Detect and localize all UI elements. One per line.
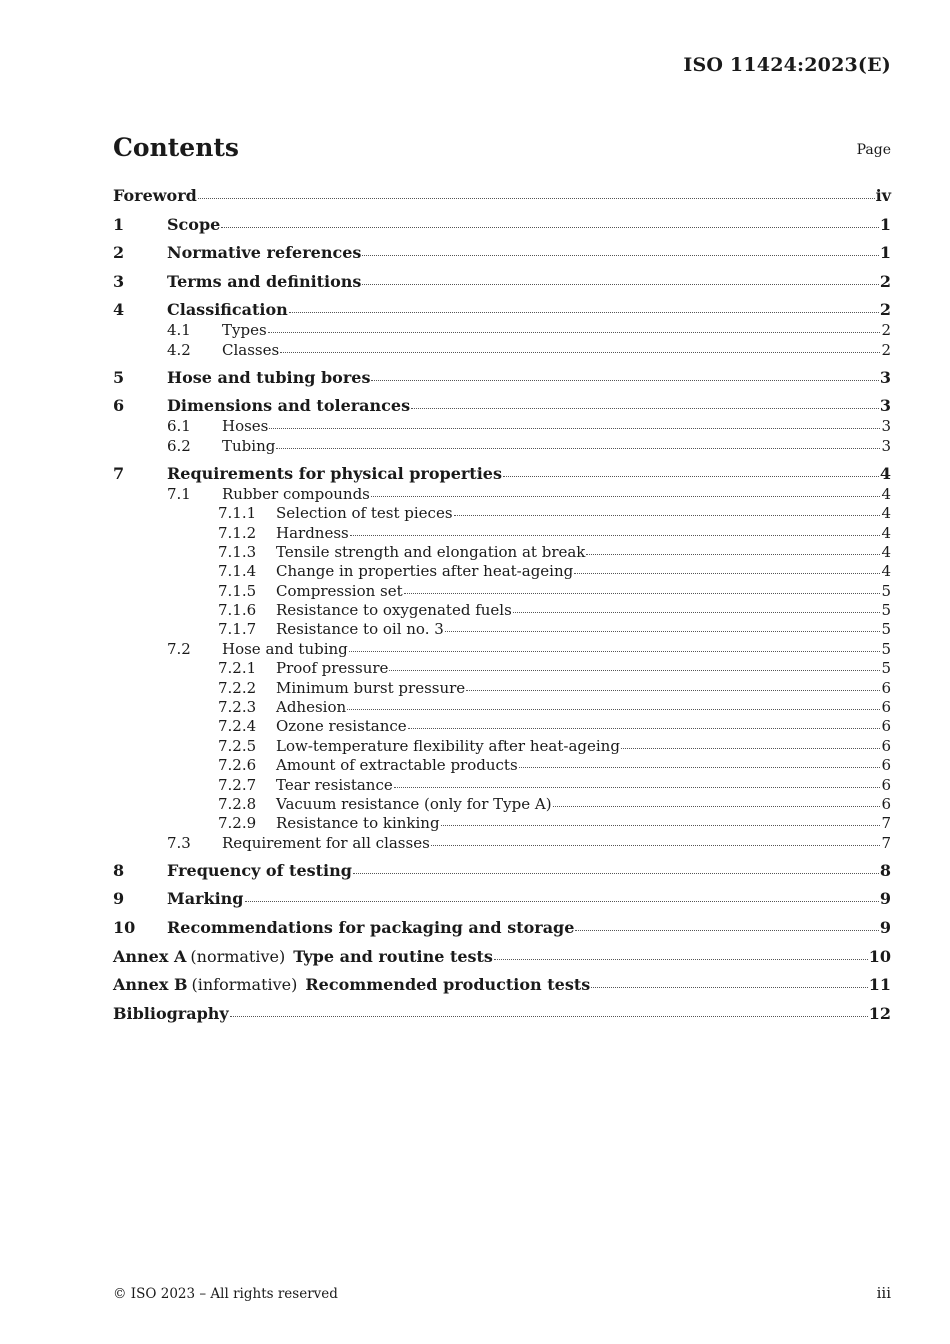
toc-entry-title: Rubber compounds bbox=[222, 484, 370, 503]
dot-leader bbox=[230, 1015, 868, 1017]
toc-entry-page: 4 bbox=[881, 504, 891, 523]
toc-entry-page: 8 bbox=[879, 860, 891, 880]
toc-entry[interactable] bbox=[113, 298, 891, 321]
page-column-label: Page bbox=[856, 142, 891, 158]
toc-entry-title: Tubing bbox=[222, 436, 276, 455]
toc-entry[interactable] bbox=[113, 437, 891, 456]
toc-entry-title: Types bbox=[222, 321, 267, 340]
toc-entry[interactable] bbox=[113, 543, 891, 562]
toc-entry-number: 9 bbox=[113, 889, 125, 909]
dot-leader bbox=[289, 311, 879, 313]
toc-entry-number: 2 bbox=[113, 243, 125, 263]
toc-entry-number: 7.2.3 bbox=[218, 698, 257, 717]
toc-entry-page: 5 bbox=[881, 581, 891, 600]
toc-entry-page: 9 bbox=[879, 889, 891, 909]
toc-entry[interactable] bbox=[113, 582, 891, 601]
toc-entry-page: 2 bbox=[881, 321, 891, 340]
toc-entry[interactable] bbox=[113, 321, 891, 340]
toc-entry[interactable] bbox=[113, 1002, 891, 1025]
toc-entry-page: 7 bbox=[881, 814, 891, 833]
toc-entry-page: 4 bbox=[881, 523, 891, 542]
toc-entry[interactable] bbox=[113, 640, 891, 659]
dot-leader bbox=[353, 872, 879, 874]
toc-entry-page: 1 bbox=[879, 243, 891, 263]
toc-entry-number: 7.1.1 bbox=[218, 504, 257, 523]
toc-entry-page: 2 bbox=[879, 300, 891, 320]
toc-entry[interactable] bbox=[113, 394, 891, 417]
toc-entry-page: 5 bbox=[881, 620, 891, 639]
toc-entry-number: 8 bbox=[113, 860, 125, 880]
toc-entry-number: 7.2.6 bbox=[218, 756, 257, 775]
toc-entry-page: 1 bbox=[879, 214, 891, 234]
toc-entry-page: 11 bbox=[868, 975, 891, 995]
toc-entry[interactable] bbox=[113, 859, 891, 882]
toc-entry[interactable] bbox=[113, 834, 891, 853]
dot-leader bbox=[371, 379, 878, 381]
toc-entry-page: 6 bbox=[881, 717, 891, 736]
toc-entry-page: 3 bbox=[881, 417, 891, 436]
toc-entry-page: 6 bbox=[881, 775, 891, 794]
toc-entry-number: 7.1.7 bbox=[218, 620, 257, 639]
toc-entry-page: 12 bbox=[868, 1003, 891, 1023]
table-of-contents bbox=[113, 184, 891, 1025]
toc-entry-number: 7.1.2 bbox=[218, 523, 257, 542]
dot-leader bbox=[347, 708, 880, 710]
toc-entry-title: Compression set bbox=[276, 581, 403, 600]
toc-entry-title: Tensile strength and elongation at break bbox=[276, 542, 586, 561]
dot-leader bbox=[586, 553, 880, 555]
toc-entry-page: 7 bbox=[881, 833, 891, 852]
copyright-notice: © ISO 2023 – All rights reserved bbox=[113, 1286, 338, 1302]
toc-entry-title: Marking bbox=[167, 889, 244, 909]
toc-entry[interactable] bbox=[113, 916, 891, 939]
dot-leader bbox=[362, 254, 878, 256]
toc-entry-number: 7.2.2 bbox=[218, 678, 257, 697]
annex-label: Annex B bbox=[113, 975, 188, 995]
toc-entry-page: 4 bbox=[881, 562, 891, 581]
toc-entry-number: 7 bbox=[113, 463, 125, 483]
toc-entry[interactable] bbox=[113, 462, 891, 485]
toc-entry-page: 6 bbox=[881, 678, 891, 697]
toc-entry[interactable] bbox=[113, 562, 891, 581]
toc-entry[interactable] bbox=[113, 485, 891, 504]
dot-leader bbox=[408, 727, 881, 729]
toc-entry[interactable] bbox=[113, 756, 891, 775]
toc-entry-number: 7.2.5 bbox=[218, 736, 257, 755]
toc-entry-page: 4 bbox=[881, 542, 891, 561]
toc-entry-number: 6.2 bbox=[167, 436, 191, 455]
toc-entry-title: Adhesion bbox=[276, 698, 347, 717]
toc-entry-title: Terms and definitions bbox=[167, 271, 362, 291]
toc-entry[interactable] bbox=[113, 601, 891, 620]
toc-entry-number: 10 bbox=[113, 917, 136, 937]
dot-leader bbox=[221, 226, 879, 228]
toc-entry-page: 6 bbox=[881, 794, 891, 813]
toc-entry[interactable] bbox=[113, 341, 891, 360]
toc-entry[interactable] bbox=[113, 504, 891, 523]
toc-entry-title: Proof pressure bbox=[276, 659, 389, 678]
toc-entry-title: Hose and tubing bores bbox=[167, 367, 371, 387]
toc-entry-number: 7.1.5 bbox=[218, 581, 257, 600]
dot-leader bbox=[445, 630, 881, 632]
toc-entry-title: Recommendations for packaging and storage bbox=[167, 917, 575, 937]
dot-leader bbox=[513, 611, 881, 613]
dot-leader bbox=[411, 407, 879, 409]
toc-entry[interactable] bbox=[113, 945, 891, 968]
toc-entry-number: 7.1 bbox=[167, 484, 191, 503]
toc-entry-page: 4 bbox=[881, 484, 891, 503]
toc-entry-title: Minimum burst pressure bbox=[276, 678, 466, 697]
toc-entry-title: Classification bbox=[167, 300, 288, 320]
toc-entry-number: 7.2.9 bbox=[218, 814, 257, 833]
dot-leader bbox=[466, 689, 880, 691]
dot-leader bbox=[441, 824, 881, 826]
toc-entry-page: 2 bbox=[881, 340, 891, 359]
toc-entry[interactable] bbox=[113, 620, 891, 639]
dot-leader bbox=[350, 534, 881, 536]
dot-leader bbox=[389, 669, 880, 671]
toc-entry-page: 6 bbox=[881, 756, 891, 775]
toc-entry-number: 7.1.6 bbox=[218, 601, 257, 620]
toc-entry-title: Dimensions and tolerances bbox=[167, 396, 411, 416]
dot-leader bbox=[280, 351, 880, 353]
toc-entry-number: 4.2 bbox=[167, 340, 191, 359]
toc-entry[interactable] bbox=[113, 887, 891, 910]
toc-entry-number: 5 bbox=[113, 367, 125, 387]
dot-leader bbox=[268, 331, 881, 333]
toc-entry-number: 6.1 bbox=[167, 417, 191, 436]
toc-entry-title: Hoses bbox=[222, 417, 269, 436]
dot-leader bbox=[371, 495, 881, 497]
toc-entry-number: 6 bbox=[113, 396, 125, 416]
toc-entry-page: 9 bbox=[879, 917, 891, 937]
toc-entry-title: Ozone resistance bbox=[276, 717, 407, 736]
toc-entry-number: 7.2.4 bbox=[218, 717, 257, 736]
toc-entry-title: Hose and tubing bbox=[222, 639, 348, 658]
toc-entry-page: iv bbox=[875, 186, 891, 205]
toc-entry-title: Amount of extractable products bbox=[276, 756, 518, 775]
dot-leader bbox=[431, 844, 881, 846]
dot-leader bbox=[553, 805, 881, 807]
dot-leader bbox=[269, 427, 880, 429]
toc-entry[interactable] bbox=[113, 776, 891, 795]
toc-entry-page: 5 bbox=[881, 639, 891, 658]
toc-entry-page: 5 bbox=[881, 601, 891, 620]
toc-entry-title: Resistance to oxygenated fuels bbox=[276, 601, 512, 620]
contents-title: Contents bbox=[113, 133, 240, 162]
toc-entry-number: 7.2 bbox=[167, 639, 191, 658]
dot-leader bbox=[454, 514, 881, 516]
toc-entry-number: 7.3 bbox=[167, 833, 191, 852]
toc-entry-number: 7.1.4 bbox=[218, 562, 257, 581]
dot-leader bbox=[494, 958, 868, 960]
toc-entry[interactable] bbox=[113, 973, 891, 996]
toc-entry-title: Resistance to kinking bbox=[276, 814, 440, 833]
toc-entry-number: 7.2.7 bbox=[218, 775, 257, 794]
dot-leader bbox=[519, 766, 881, 768]
toc-entry[interactable] bbox=[113, 814, 891, 833]
toc-entry-page: 6 bbox=[881, 698, 891, 717]
annex-type: (normative) bbox=[190, 946, 286, 966]
toc-entry[interactable] bbox=[113, 213, 891, 236]
toc-entry[interactable] bbox=[113, 524, 891, 543]
toc-entry-number: 4.1 bbox=[167, 321, 191, 340]
toc-entry-title: Recommended production tests bbox=[305, 975, 591, 995]
document-id: ISO 11424:2023(E) bbox=[683, 54, 891, 76]
toc-entry-title: Foreword bbox=[113, 186, 197, 205]
toc-entry-page: 3 bbox=[879, 396, 891, 416]
toc-entry-title: Requirement for all classes bbox=[222, 833, 430, 852]
dot-leader bbox=[574, 572, 880, 574]
toc-entry-page: 3 bbox=[879, 367, 891, 387]
page-number: iii bbox=[876, 1284, 891, 1302]
toc-entry[interactable] bbox=[113, 241, 891, 264]
toc-entry-number: 4 bbox=[113, 300, 125, 320]
toc-entry-page: 5 bbox=[881, 659, 891, 678]
annex-type: (informative) bbox=[191, 975, 298, 995]
dot-leader bbox=[503, 475, 879, 477]
dot-leader bbox=[404, 592, 881, 594]
toc-entry-title: Scope bbox=[167, 214, 221, 234]
toc-entry-title: Tear resistance bbox=[276, 775, 393, 794]
toc-entry-title: Low-temperature flexibility after heat-ageing bbox=[276, 736, 620, 755]
dot-leader bbox=[349, 650, 881, 652]
toc-entry-title: Change in properties after heat-ageing bbox=[276, 562, 574, 581]
toc-entry[interactable] bbox=[113, 737, 891, 756]
toc-entry-title: Classes bbox=[222, 340, 280, 359]
dot-leader bbox=[591, 986, 868, 988]
toc-entry-title: Hardness bbox=[276, 523, 349, 542]
toc-entry-page: 10 bbox=[868, 946, 891, 966]
toc-entry-page: 4 bbox=[879, 463, 891, 483]
toc-entry[interactable] bbox=[113, 184, 891, 207]
toc-entry-page: 2 bbox=[879, 271, 891, 291]
dot-leader bbox=[245, 900, 879, 902]
toc-entry[interactable] bbox=[113, 366, 891, 389]
dot-leader bbox=[198, 197, 875, 199]
toc-entry-title: Vacuum resistance (only for Type A) bbox=[276, 794, 552, 813]
dot-leader bbox=[621, 747, 881, 749]
toc-entry-title: Bibliography bbox=[113, 1003, 229, 1023]
dot-leader bbox=[575, 929, 878, 931]
toc-entry[interactable] bbox=[113, 717, 891, 736]
toc-entry-number: 1 bbox=[113, 214, 125, 234]
toc-entry-page: 3 bbox=[881, 436, 891, 455]
toc-entry[interactable] bbox=[113, 698, 891, 717]
toc-entry[interactable] bbox=[113, 659, 891, 678]
dot-leader bbox=[362, 283, 878, 285]
annex-label: Annex A bbox=[113, 946, 187, 966]
toc-entry-number: 7.2.1 bbox=[218, 659, 257, 678]
toc-entry[interactable] bbox=[113, 417, 891, 436]
toc-entry-number: 3 bbox=[113, 271, 125, 291]
dot-leader bbox=[276, 447, 880, 449]
toc-entry[interactable] bbox=[113, 679, 891, 698]
toc-entry-page: 6 bbox=[881, 736, 891, 755]
toc-entry-title: Selection of test pieces bbox=[276, 504, 453, 523]
toc-entry-number: 7.2.8 bbox=[218, 794, 257, 813]
toc-entry-title: Type and routine tests bbox=[293, 946, 493, 966]
toc-entry[interactable] bbox=[113, 795, 891, 814]
toc-entry-title: Normative references bbox=[167, 243, 362, 263]
toc-entry[interactable] bbox=[113, 270, 891, 293]
toc-entry-title: Frequency of testing bbox=[167, 860, 352, 880]
toc-entry-number: 7.1.3 bbox=[218, 542, 257, 561]
toc-entry-title: Resistance to oil no. 3 bbox=[276, 620, 444, 639]
toc-entry-title: Requirements for physical properties bbox=[167, 463, 502, 483]
dot-leader bbox=[394, 786, 881, 788]
